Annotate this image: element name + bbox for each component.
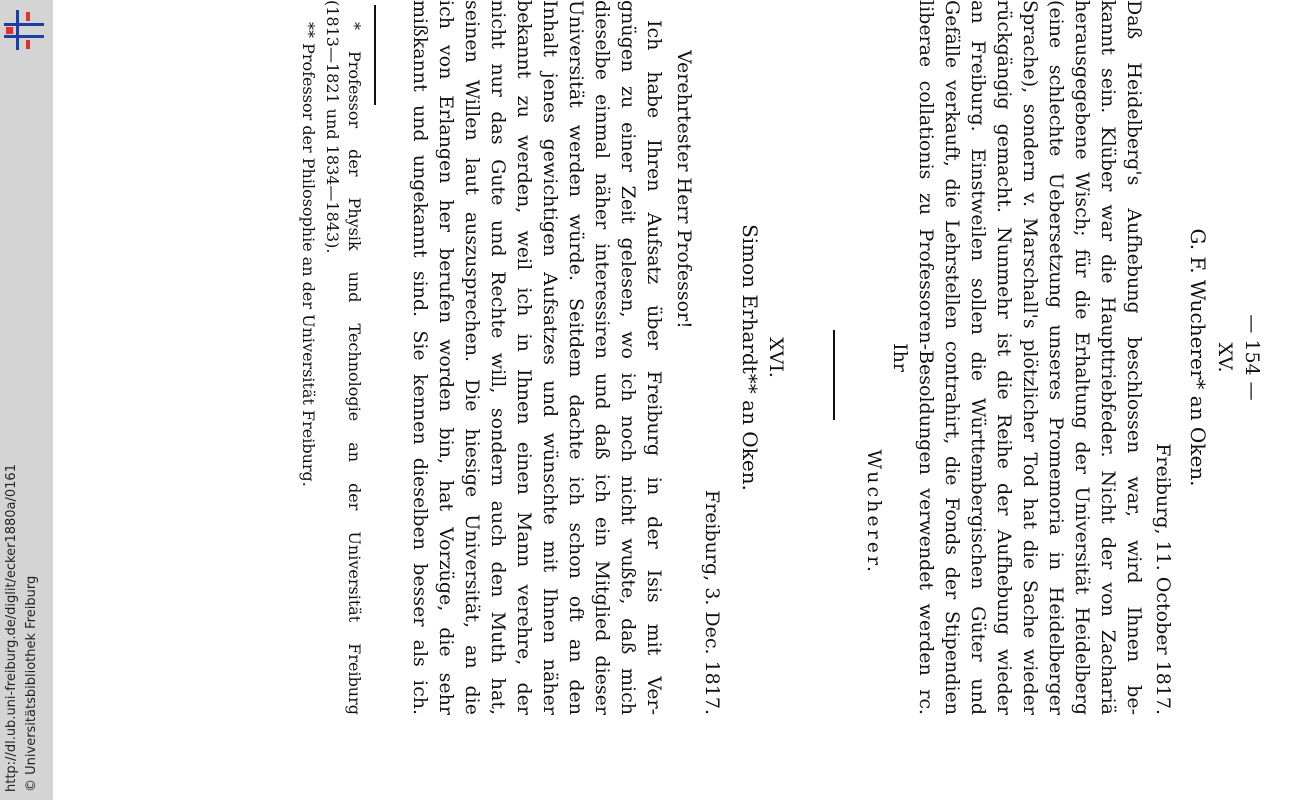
letter-xvi-dateline: Freiburg, 3. Dec. 1817.: [701, 489, 723, 715]
letter-xvi-line: gnügen zu einer Zeit gelesen, wo ich noch nicht wußte, daß mich: [617, 0, 639, 715]
letter-xvi-heading: Simon Erhardt** an Oken.: [738, 224, 762, 491]
rotated-page-content: [56, 0, 1271, 800]
section-divider: [833, 330, 835, 420]
letter-xv-number: XV.: [1214, 342, 1236, 373]
letter-xv-line: (eine schlechte Uebersetzung unseres Promemoria in Heidelberger: [1045, 0, 1067, 715]
letter-xvi-line: seinen Willen laut auszusprechen. Die hiesige Universität, an die: [461, 0, 483, 715]
footnote-rule: [375, 5, 377, 105]
letter-xv-closing: Ihr: [889, 343, 911, 372]
letter-xv-dateline: Freiburg, 11. October 1817.: [1152, 443, 1174, 715]
letter-xvi-line: ich von Erlangen her berufen worden bin, hat Vorzüge, die sehr: [435, 0, 457, 715]
letter-xvi-line: bekannt zu werden, weil ich in Ihnen einen Mann verehre, der: [513, 0, 535, 715]
letter-xvi-line: Universität werden würde. Seitdem dachte ich schon oft an den: [565, 0, 587, 715]
scanned-page: [56, 0, 1315, 800]
letter-xv-line: Gefälle verkauft, die Lehrstellen contrahirt, die Fonds der Stipendien: [941, 0, 963, 715]
viewer-sidebar: [0, 0, 53, 800]
library-logo-icon[interactable]: [4, 10, 44, 50]
letter-xvi-line: mißkannt und ungekannt sind. Sie kennen dieselben besser als ich.: [409, 0, 431, 715]
footnote-1-continued: (1813—1821 und 1834—1843).: [323, 0, 342, 254]
letter-xvi-line: Inhalt jenes gewichtigen Aufsatzes und wünschte mit Ihnen näher: [539, 0, 561, 715]
copyright-notice: © Universitätsbibliothek Freiburg: [24, 575, 39, 792]
letter-xv-line: rückgängig gemacht. Nunmehr ist die Reihe der Aufhebung wieder: [993, 0, 1015, 715]
letter-xv-line: liberae collationis zu Professoren-Besoldungen verwendet werden rc.: [915, 0, 937, 715]
letter-xv-line: an Freiburg. Einstweilen sollen die Württembergischen Güter und: [967, 0, 989, 715]
letter-xvi-line: dieselbe einmal näher interessiren und daß ich ein Mitglied dieser: [591, 0, 613, 715]
letter-xv-signature: Wucherer.: [863, 449, 885, 575]
letter-xv-heading: G. F. Wucherer* an Oken.: [1186, 228, 1210, 487]
letter-xv-line: kannt sein. Klüber war die Haupttriebfeder. Nicht der von Zachariä: [1097, 0, 1119, 715]
footnote-1: * Professor der Physik und Technologie an der Universität Freiburg: [345, 22, 364, 715]
letter-xv-line: herausgegebene Wisch; für die Erhaltung der Universität Heidelberg: [1071, 0, 1093, 715]
viewer-credits: [2, 372, 48, 792]
letter-xv-line: Daß Heidelberg's Aufhebung beschlossen war, wird Ihnen be-: [1123, 0, 1145, 715]
letter-xvi-line: Ich habe Ihren Aufsatz über Freiburg in der Isis mit Ver-: [643, 20, 665, 715]
footnote-2: ** Professor der Philosophie an der Universität Freiburg.: [299, 22, 318, 487]
permalink-url[interactable]: http://dl.ub.uni-freiburg.de/diglit/ecker1880a/0161: [4, 464, 19, 792]
letter-xvi-number: XVI.: [765, 337, 787, 378]
letter-xv-line: Sprache), sondern v. Marschall's plötzlicher Tod hat die Sache wieder: [1019, 0, 1041, 715]
letter-xvi-salutation: Verehrtester Herr Professor!: [673, 50, 695, 329]
page-number-header: — 154 —: [1241, 314, 1263, 401]
letter-xvi-line: nicht nur das Gute und Rechte will, sondern auch den Muth hat,: [487, 0, 509, 715]
